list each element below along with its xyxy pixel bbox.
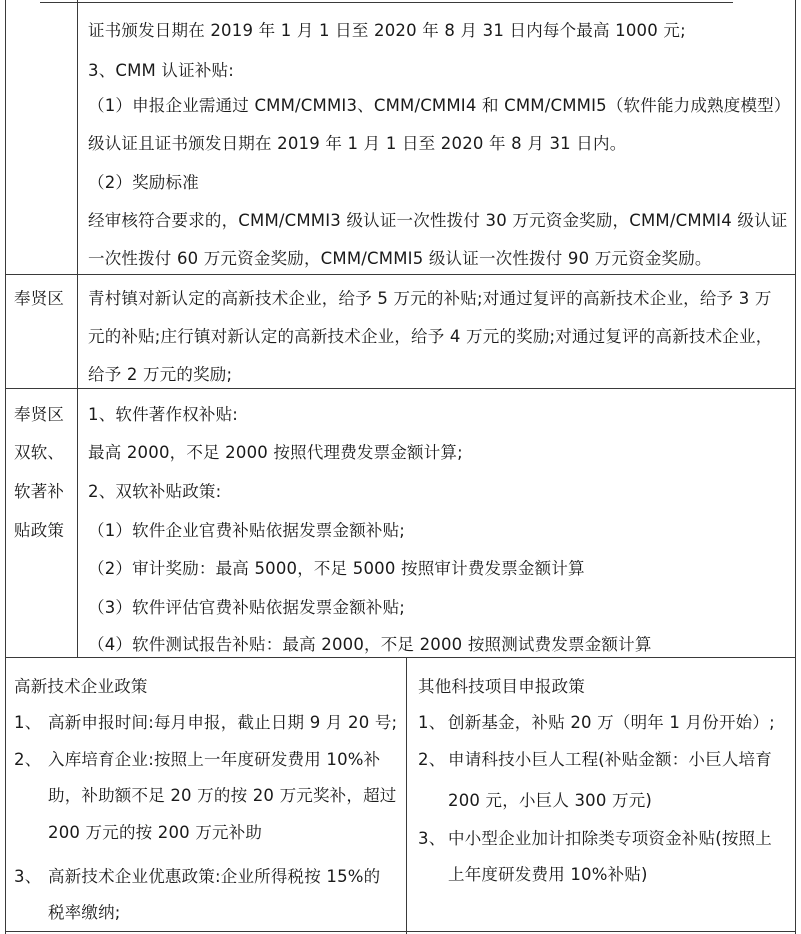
- text-line: （2）审计奖励：最高 5000，不足 5000 按照审计费发票金额计算: [88, 559, 585, 578]
- table-border-right: [795, 0, 796, 934]
- text-line: 级认证且证书颁发日期在 2019 年 1 月 1 日至 2020 年 8 月 31 日内。: [88, 134, 627, 153]
- row-label: 软著补: [14, 482, 65, 501]
- list-number: 3、: [14, 867, 42, 886]
- list-item-text: 创新基金，补贴 20 万（明年 1 月份开始）;: [448, 713, 775, 732]
- list-item-text: 申请科技小巨人工程(补贴金额：小巨人培育: [448, 750, 772, 769]
- text-line: 最高 2000，不足 2000 按照代理费发票金额计算;: [88, 443, 463, 462]
- list-item-text: 上年度研发费用 10%补贴): [448, 865, 648, 884]
- text-line: （4）软件测试报告补贴：最高 2000，不足 2000 按照测试费发票金额计算: [88, 635, 652, 654]
- row-label: 奉贤区: [14, 289, 65, 308]
- row-label: 贴政策: [14, 521, 65, 540]
- list-item-text: 中小型企业加计扣除类专项资金补贴(按照上: [448, 829, 772, 848]
- text-line: （2）奖励标准: [88, 173, 199, 192]
- bottom-column-divider: [406, 657, 407, 934]
- text-line: 元的补贴;庄行镇对新认定的高新技术企业，给予 4 万元的奖励;对通过复评的高新技术企业，: [88, 327, 773, 346]
- table-border-bottom: [5, 931, 796, 932]
- row-divider-1: [5, 274, 796, 275]
- list-item-text: 高新技术企业优惠政策:企业所得税按 15%的: [48, 867, 381, 886]
- list-number: 3、: [418, 829, 446, 848]
- list-number: 1、: [14, 713, 42, 732]
- table-border-left: [5, 0, 6, 934]
- top-rule: [40, 2, 733, 3]
- row-divider-2: [5, 388, 796, 389]
- cell-heading: 高新技术企业政策: [14, 677, 148, 696]
- row-divider-3: [5, 657, 796, 658]
- list-number: 1、: [418, 713, 446, 732]
- list-item-text: 200 万元的按 200 万元补助: [48, 823, 263, 842]
- label-column-divider: [77, 0, 78, 657]
- text-line: 青村镇对新认定的高新技术企业，给予 5 万元的补贴;对通过复评的高新技术企业，给予 3 万: [88, 289, 772, 308]
- list-number: 2、: [14, 750, 42, 769]
- list-item-text: 200 元，小巨人 300 万元): [448, 791, 653, 810]
- text-line: （1）软件企业官费补贴依据发票金额补贴;: [88, 521, 406, 540]
- text-line: 1、软件著作权补贴:: [88, 405, 239, 424]
- list-item-text: 助，补助额不足 20 万的按 20 万元奖补，超过: [48, 786, 397, 805]
- row-label: 奉贤区: [14, 405, 65, 424]
- text-line: 3、CMM 认证补贴:: [88, 61, 234, 80]
- text-line: 2、双软补贴政策:: [88, 482, 222, 501]
- text-line: （1）申报企业需通过 CMM/CMMI3、CMM/CMMI4 和 CMM/CMMI5（软件能力成熟度模型）: [88, 96, 791, 115]
- list-item-text: 税率缴纳;: [48, 903, 121, 922]
- text-line: 经审核符合要求的，CMM/CMMI3 级认证一次性拨付 30 万元资金奖励，CMM/CMMI4 级认证: [88, 211, 788, 230]
- list-item-text: 高新申报时间:每月申报，截止日期 9 月 20 号;: [48, 713, 398, 732]
- list-number: 2、: [418, 750, 446, 769]
- list-item-text: 入库培育企业:按照上一年度研发费用 10%补: [48, 750, 381, 769]
- text-line: 证书颁发日期在 2019 年 1 月 1 日至 2020 年 8 月 31 日内每个最高 1000 元;: [88, 21, 686, 40]
- cell-heading: 其他科技项目申报政策: [418, 677, 585, 696]
- text-line: 一次性拨付 60 万元资金奖励，CMM/CMMI5 级认证一次性拨付 90 万元资金奖励。: [88, 249, 712, 268]
- row-label: 双软、: [14, 443, 65, 462]
- text-line: （3）软件评估官费补贴依据发票金额补贴;: [88, 598, 406, 617]
- text-line: 给予 2 万元的奖励;: [88, 365, 233, 384]
